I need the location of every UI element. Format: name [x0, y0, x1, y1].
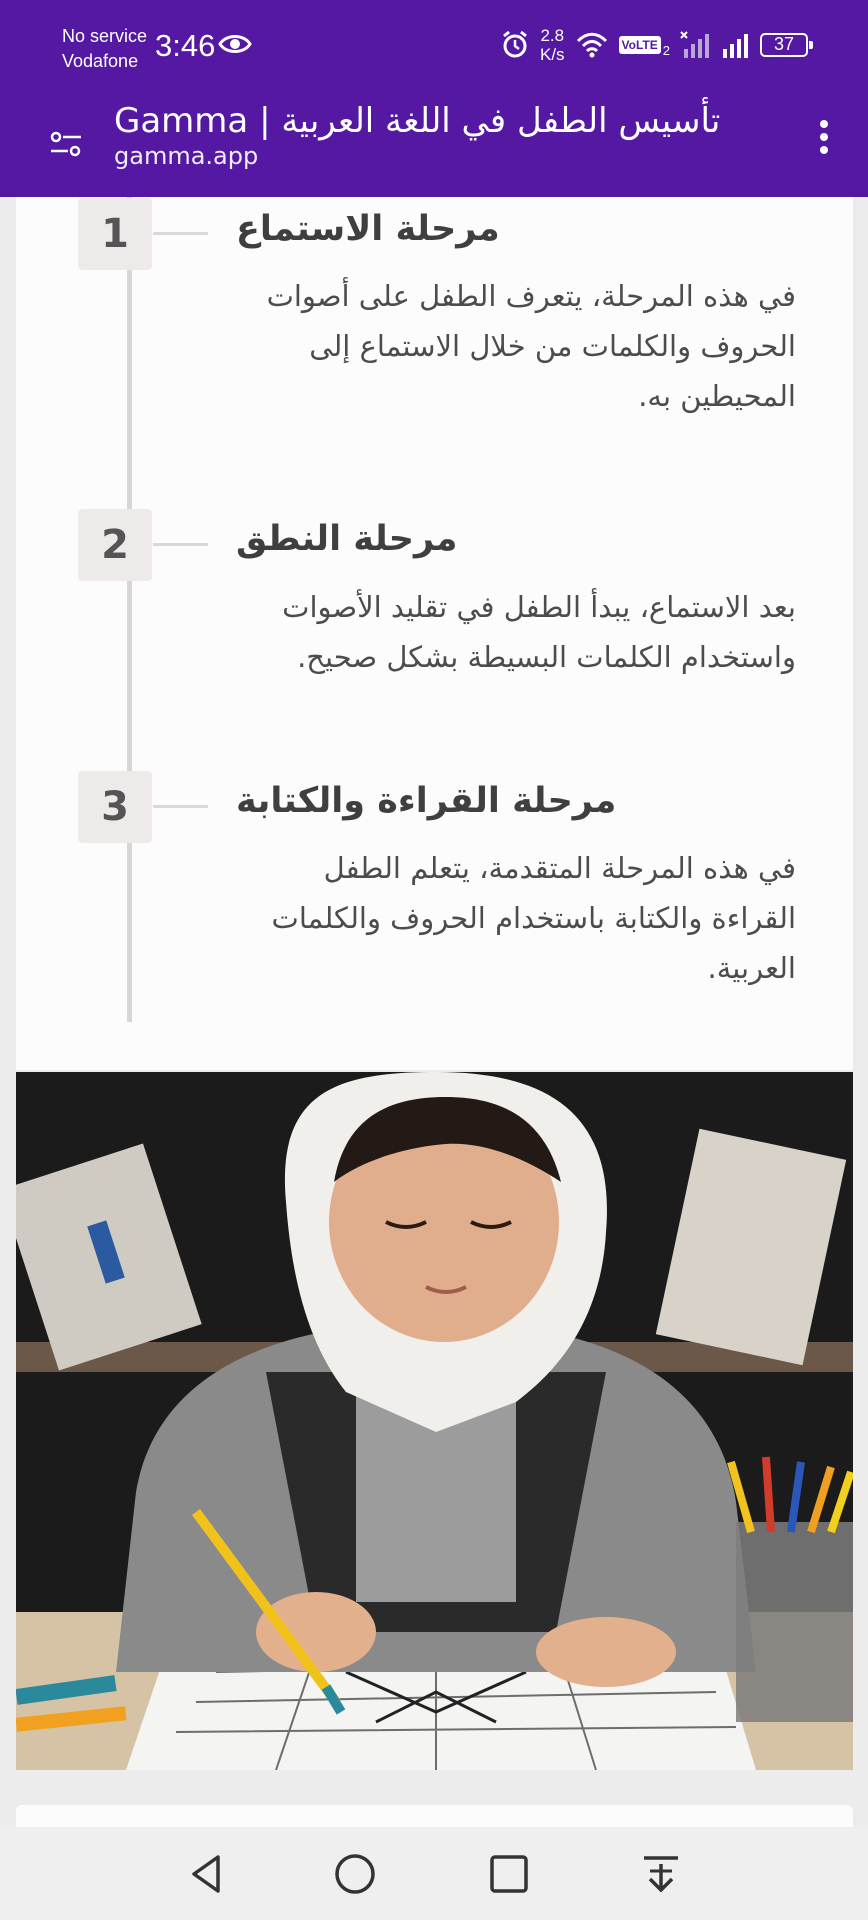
- carrier-info: [62, 24, 147, 74]
- more-vert-icon[interactable]: [818, 118, 830, 158]
- step-description: في هذه المرحلة، يتعرف الطفل على أصوات الحروف والكلمات من خلال الاستماع إلى المحيطين به.: [266, 279, 796, 413]
- volte-badge: VoLTE: [619, 36, 661, 54]
- carrier-line-2: Vodafone: [62, 51, 139, 71]
- step-description: في هذه المرحلة المتقدمة، يتعلم الطفل القراءة والكتابة باستخدام الحروف والكلمات العربية.: [271, 851, 796, 985]
- home-icon[interactable]: [334, 1853, 376, 1895]
- step-number-box: 1: [78, 198, 152, 270]
- carrier-line-1: No service: [62, 26, 148, 46]
- alarm-icon: [500, 30, 530, 60]
- step-description: بعد الاستماع، يبدأ الطفل في تقليد الأصوات واستخدام الكلمات البسيطة بشكل صحيح.: [282, 590, 796, 674]
- signal-icon: [720, 31, 750, 59]
- step-connector: [153, 543, 208, 546]
- sim-slot: 2: [662, 42, 670, 58]
- step-title: مرحلة الاستماع: [236, 209, 500, 249]
- clock: 3:46: [155, 28, 216, 63]
- network-speed: [540, 26, 565, 64]
- speed-value: 2.8: [540, 26, 565, 45]
- signal-no-service-icon: [680, 31, 710, 59]
- step-connector: [153, 805, 208, 808]
- step-connector: [153, 232, 208, 235]
- next-section-card: [16, 1805, 853, 1827]
- page-settings-icon[interactable]: [48, 126, 84, 162]
- custom-tab-toolbar: [0, 96, 868, 197]
- status-right: [500, 26, 808, 64]
- step-title: مرحلة النطق: [236, 519, 458, 559]
- step-number-box: 2: [78, 509, 152, 581]
- recents-icon[interactable]: [488, 1853, 530, 1895]
- timeline-line: [127, 197, 132, 1022]
- system-nav-bar: [0, 1827, 868, 1920]
- notification-pull-icon[interactable]: [640, 1853, 682, 1895]
- wifi-icon: [575, 31, 609, 59]
- step-title: مرحلة القراءة والكتابة: [236, 781, 617, 821]
- page-url[interactable]: gamma.app: [114, 142, 259, 170]
- page-content[interactable]: [0, 197, 868, 1827]
- child-writing-illustration: [16, 1072, 853, 1770]
- battery-indicator: 37: [760, 33, 808, 57]
- page-title: Gamma | تأسيس الطفل في اللغة العربية: [114, 101, 721, 141]
- status-bar: [0, 0, 868, 96]
- step-number-box: 3: [78, 771, 152, 843]
- child-writing-photo: [16, 1072, 853, 1770]
- speed-unit: K/s: [539, 45, 565, 64]
- eye-icon: [218, 32, 252, 56]
- back-icon[interactable]: [186, 1853, 228, 1895]
- timeline-card: [16, 197, 853, 1070]
